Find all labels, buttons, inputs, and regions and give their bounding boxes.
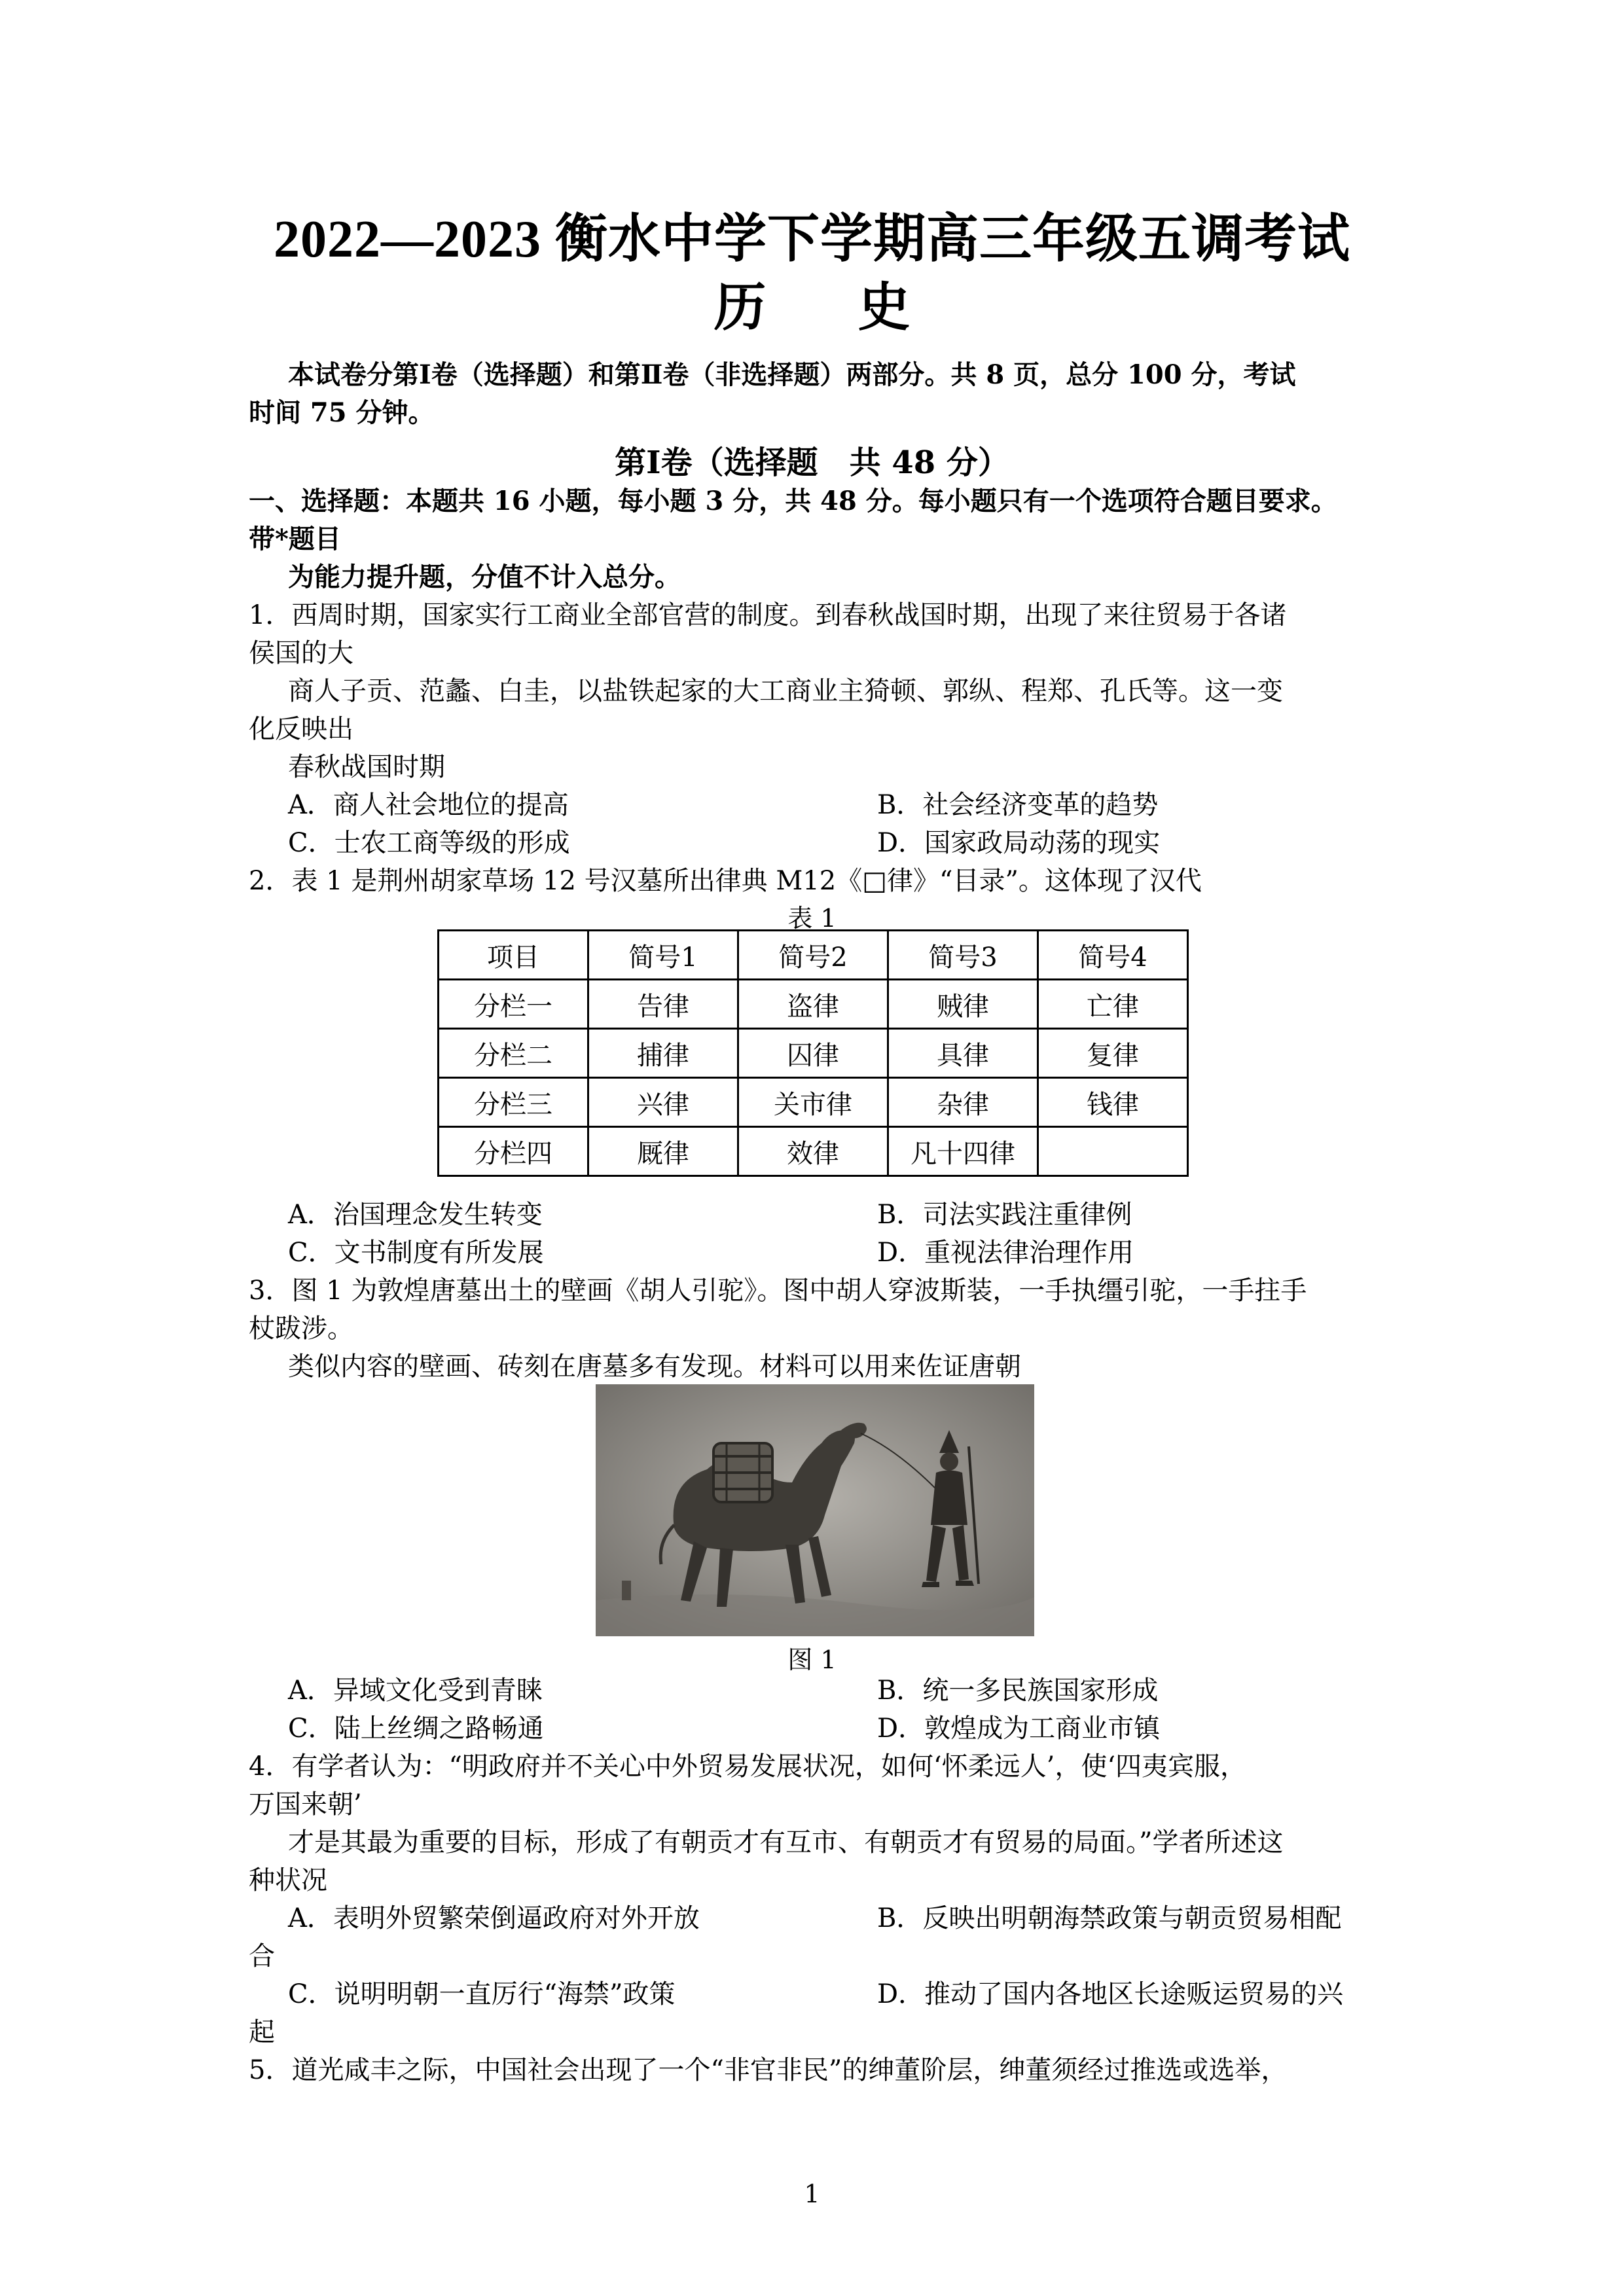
q4-stem-line: 4．有学者认为：“明政府并不关心中外贸易发展状况，如何‘怀柔远人’，使‘四夷宾服，	[249, 1751, 1247, 1782]
table-cell: 盗律	[738, 980, 888, 1029]
table-cell: 效律	[738, 1127, 888, 1176]
instructions-line-1: 一、选择题：本题共 16 小题，每小题 3 分，共 48 分。每小题只有一个选项符合题目要求。	[249, 486, 1337, 516]
law-catalog-table	[437, 929, 1189, 1177]
table-row	[439, 980, 1188, 1029]
q3-option-b: B．统一多民族国家形成	[877, 1676, 1159, 1706]
instructions-line-2: 带*题目	[249, 524, 341, 554]
q1-option-a: A．商人社会地位的提高	[288, 790, 569, 820]
table-cell: 杂律	[888, 1078, 1038, 1127]
q4-option-c: C．说明明朝一直厉行“海禁”政策	[288, 1979, 676, 2009]
q2-option-d: D．重视法律治理作用	[877, 1238, 1134, 1268]
q3-stem-line: 3．图 1 为敦煌唐墓出土的壁画《胡人引驼》。图中胡人穿波斯装，一手执缰引驼，一手拄手	[249, 1276, 1307, 1306]
table-row	[439, 1127, 1188, 1176]
table-cell: 简号1	[588, 931, 738, 980]
table-cell: 捕律	[588, 1029, 738, 1078]
q4-option-b-wrap: 合	[249, 1941, 275, 1971]
table-cell	[1038, 1127, 1188, 1176]
table-cell: 钱律	[1038, 1078, 1188, 1127]
q3-stem-line: 类似内容的壁画、砖刻在唐墓多有发现。材料可以用来佐证唐朝	[288, 1352, 1021, 1382]
instructions-line-3: 为能力提升题，分值不计入总分。	[288, 562, 681, 592]
q2-option-c: C．文书制度有所发展	[288, 1238, 544, 1268]
table-caption: 表 1	[787, 904, 837, 933]
table-cell: 厩律	[588, 1127, 738, 1176]
camel-mural-image	[596, 1384, 1034, 1636]
table-cell: 简号4	[1038, 931, 1188, 980]
table-cell: 贼律	[888, 980, 1038, 1029]
intro-line-1: 本试卷分第Ⅰ卷（选择题）和第Ⅱ卷（非选择题）两部分。共 8 页，总分 100 分，考试	[288, 359, 1296, 390]
q4-option-b: B．反映出明朝海禁政策与朝贡贸易相配	[877, 1903, 1342, 1933]
q3-option-d: D．敦煌成为工商业市镇	[877, 1713, 1161, 1744]
table-row	[439, 1029, 1188, 1078]
table-cell: 告律	[588, 980, 738, 1029]
page-number: 1	[804, 2179, 820, 2208]
table-cell: 复律	[1038, 1029, 1188, 1078]
table-row	[439, 931, 1188, 980]
q1-stem-line: 1．西周时期，国家实行工商业全部官营的制度。到春秋战国时期，出现了来往贸易于各诸	[249, 600, 1287, 630]
table-cell: 项目	[439, 931, 588, 980]
table-cell: 分栏四	[439, 1127, 588, 1176]
table-cell: 简号2	[738, 931, 888, 980]
table-cell: 简号3	[888, 931, 1038, 980]
q5-stem-line: 5．道光咸丰之际，中国社会出现了一个“非官非民”的绅董阶层，绅董须经过推选或选举，	[249, 2055, 1288, 2085]
table-cell: 具律	[888, 1029, 1038, 1078]
subject-title: 历 史	[713, 279, 950, 337]
q1-stem-line: 化反映出	[249, 714, 353, 744]
q1-stem-line: 商人子贡、范蠡、白圭，以盐铁起家的大工商业主猗顿、郭纵、程郑、孔氏等。这一变	[288, 676, 1283, 706]
q3-stem-line: 杖跋涉。	[249, 1314, 353, 1344]
table-cell: 分栏一	[439, 980, 588, 1029]
q2-option-a: A．治国理念发生转变	[288, 1200, 543, 1230]
q1-stem-line: 春秋战国时期	[288, 752, 445, 782]
q1-option-c: C．士农工商等级的形成	[288, 828, 570, 858]
table-cell: 分栏三	[439, 1078, 588, 1127]
q3-option-a: A．异域文化受到青睐	[288, 1676, 543, 1706]
exam-title: 2022—2023 衡水中学下学期高三年级五调考试	[274, 211, 1350, 268]
table-cell: 囚律	[738, 1029, 888, 1078]
section-title: 第Ⅰ卷（选择题 共 48 分）	[615, 444, 1009, 481]
q4-option-d-wrap: 起	[249, 2017, 275, 2047]
table-cell: 亡律	[1038, 980, 1188, 1029]
q4-stem-line: 才是其最为重要的目标，形成了有朝贡才有互市、有朝贡才有贸易的局面。”学者所述这	[288, 1827, 1284, 1857]
q2-option-b: B．司法实践注重律例	[877, 1200, 1132, 1230]
camel-mural-illustration	[596, 1384, 1034, 1636]
figure-caption: 图 1	[787, 1645, 837, 1674]
q4-stem-line: 种状况	[249, 1865, 327, 1895]
q3-option-c: C．陆上丝绸之路畅通	[288, 1713, 544, 1744]
q4-option-d: D．推动了国内各地区长途贩运贸易的兴	[877, 1979, 1344, 2009]
q4-stem-line: 万国来朝’	[249, 1789, 362, 1820]
q4-option-a: A．表明外贸繁荣倒逼政府对外开放	[288, 1903, 700, 1933]
table-row	[439, 1078, 1188, 1127]
table-cell: 兴律	[588, 1078, 738, 1127]
table-cell: 分栏二	[439, 1029, 588, 1078]
table-cell: 凡十四律	[888, 1127, 1038, 1176]
q2-stem: 2．表 1 是荆州胡家草场 12 号汉墓所出律典 M12《□律》“目录”。这体现了汉代	[249, 866, 1202, 896]
q1-option-d: D．国家政局动荡的现实	[877, 828, 1161, 858]
table-cell: 关市律	[738, 1078, 888, 1127]
q1-stem-line: 侯国的大	[249, 638, 353, 668]
q1-option-b: B．社会经济变革的趋势	[877, 790, 1159, 820]
intro-line-2: 时间 75 分钟。	[249, 397, 435, 428]
